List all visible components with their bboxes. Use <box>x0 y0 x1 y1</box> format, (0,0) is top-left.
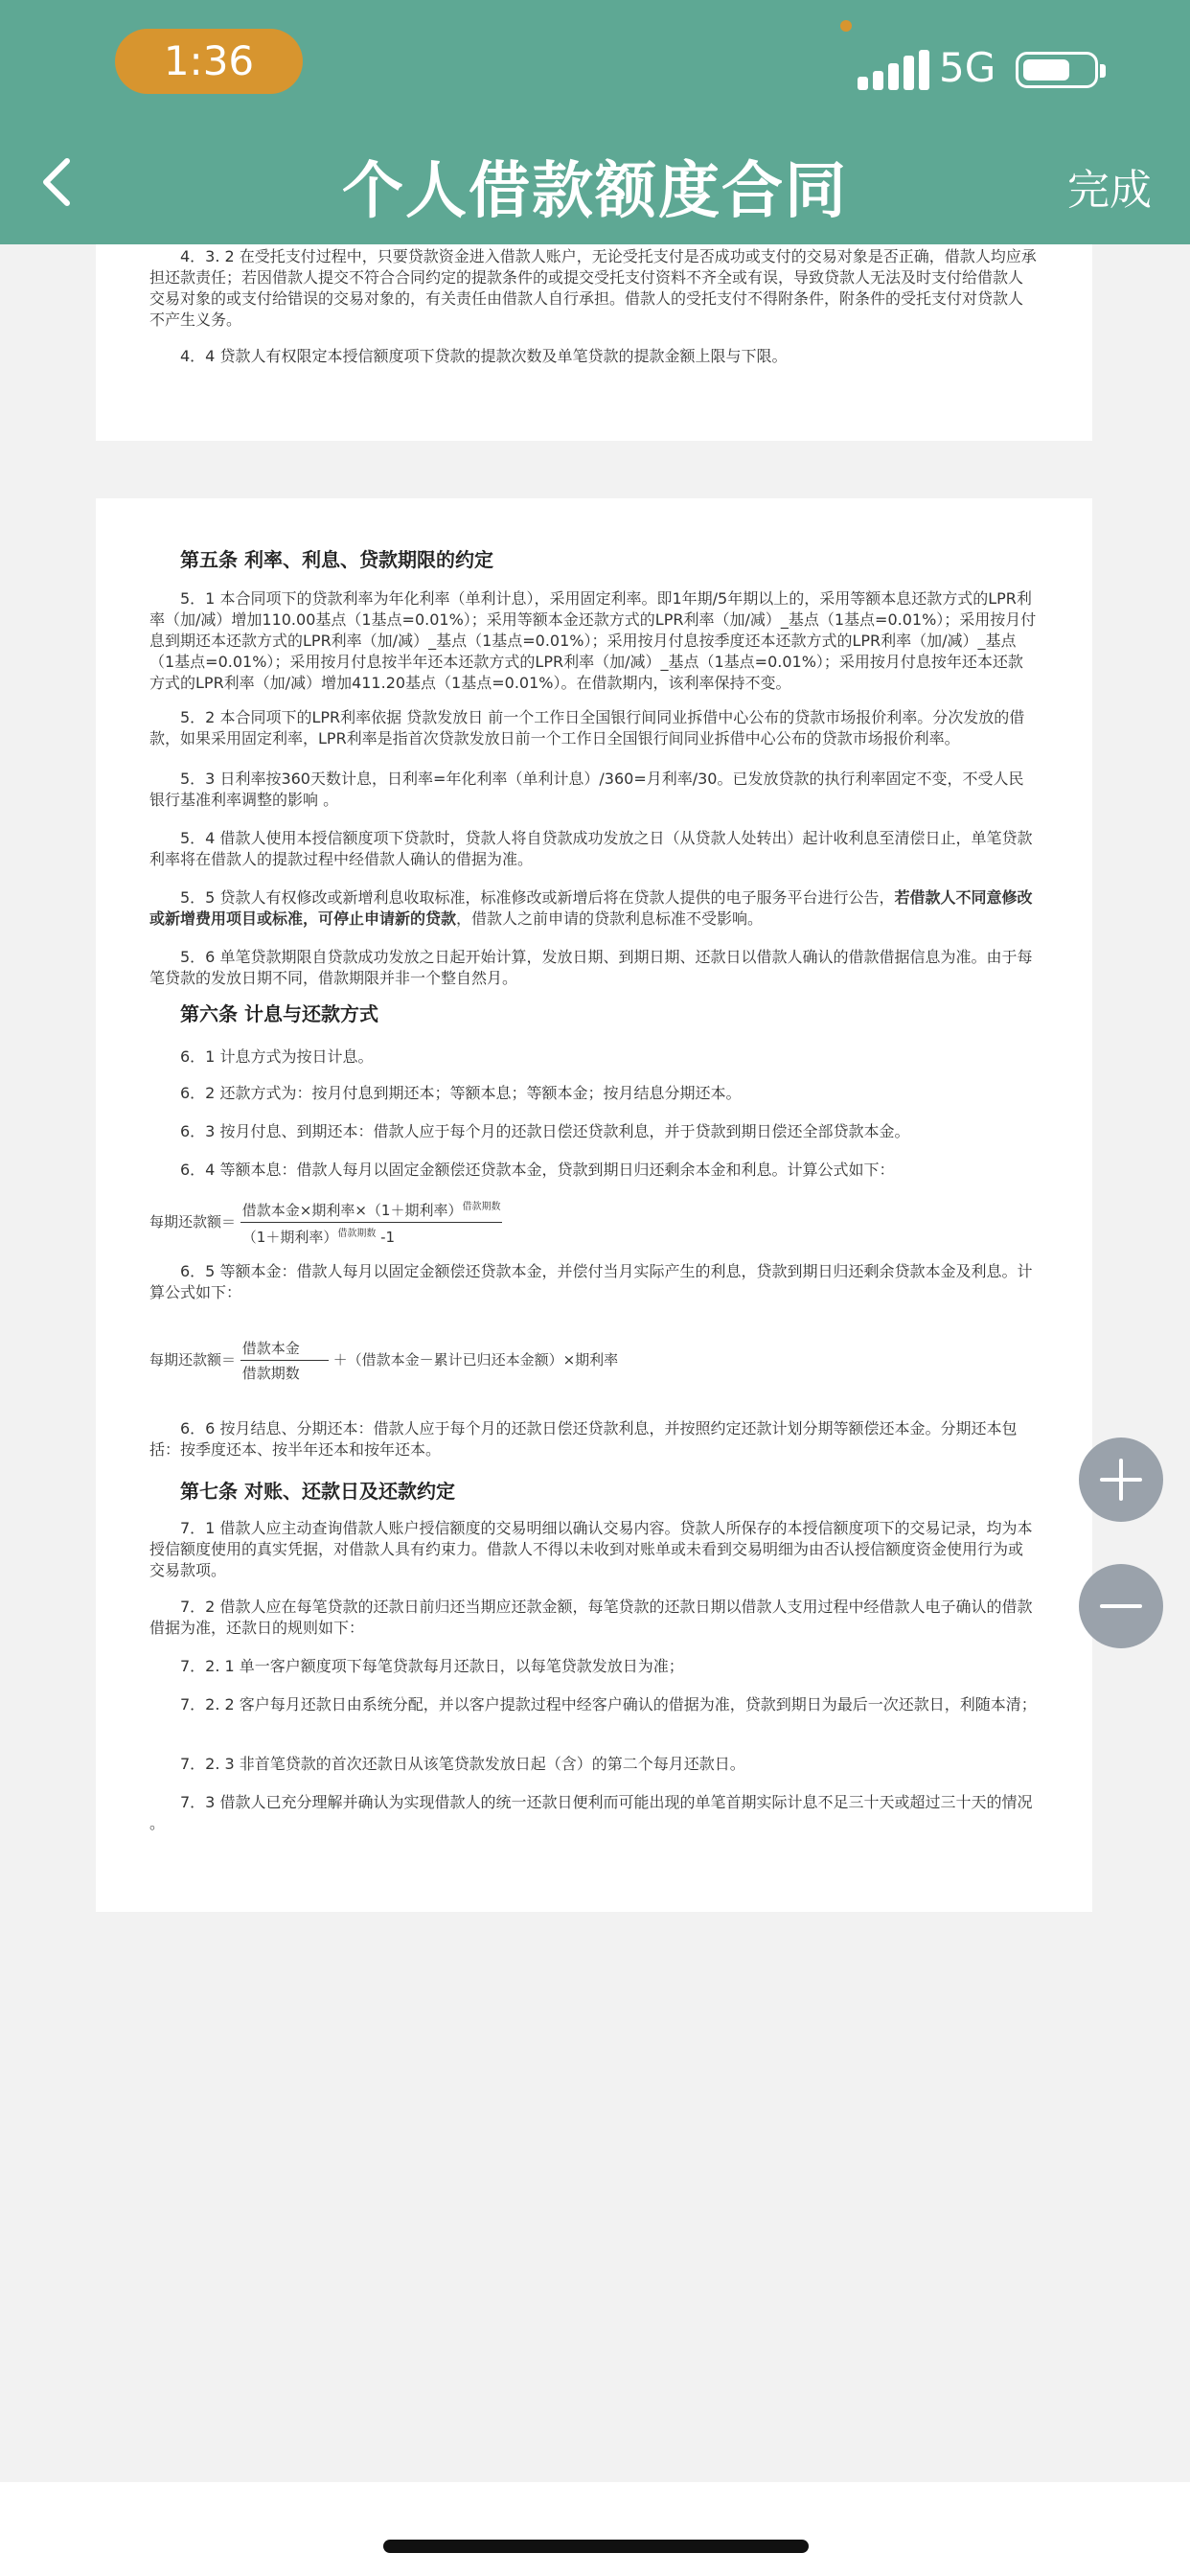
clause-4-4: 4．4 贷款人有权限定本授信额度项下贷款的提款次数及单笔贷款的提款金额上限与下限。 <box>180 347 788 365</box>
section-heading: 第六条 计息与还款方式 <box>180 1002 378 1025</box>
formula-equal-principal <box>149 1338 618 1383</box>
zoom-out-button[interactable] <box>1079 1564 1163 1648</box>
formula-numerator: 借款本金 <box>240 1338 329 1361</box>
clause-6-5: 6．5 等额本金：借款人每月以固定金额偿还贷款本金，并偿付当月实际产生的利息，贷款到期日归还剩余贷款本金及利息。计算公式如下： <box>149 1262 1033 1301</box>
formula-fraction <box>240 1198 503 1247</box>
formula-exponent: 借款期数 <box>337 1229 377 1239</box>
network-label: 5G <box>939 44 996 91</box>
clause-5-1: 5．1 本合同项下的贷款利率为年化利率（单利计息），采用固定利率。即1年期/5年期以上的，采用等额本息还款方式的LPR利率（加/减）增加110.00基点（1基点=0.01%）；采用等额本金还款方式的LPR利率（加/减）_基点（1基点=0.01%）；采用按月付息到期还本还款方式的LPR利率（加/减）_基点（1基点=0.01%）；采用按月付息按季度还本还款方式的LPR利率（加/减）_基点（1基点=0.01%）；采用按月付息按半年还本还款方式的LPR利率（加/减）_基点（1基点=0.01%）；采用按月付息按年还本还款方式的LPR利率（加/减）增加411.20基点（1基点=0.01%）。在借款期内，该利率保持不变。 <box>149 589 1037 692</box>
bottom-safe-area <box>0 2482 1190 2576</box>
clause-7-2-3: 7．2. 3 非首笔贷款的首次还款日从该笔贷款发放日起（含）的第二个每月还款日。 <box>180 1755 745 1773</box>
clause-5-4: 5．4 借款人使用本授信额度项下贷款时，贷款人将自贷款成功发放之日（从贷款人处转出）起计收利息至清偿日止，单笔贷款利率将在借款人的提款过程中经借款人确认的借据为准。 <box>149 829 1033 868</box>
nav-bar <box>0 0 1190 244</box>
zoom-in-button[interactable] <box>1079 1438 1163 1522</box>
mic-indicator-icon <box>840 20 852 32</box>
clause-bold-text: 若借款人不同意修改或新增费用项目或标准，可停止申请新的贷款 <box>149 888 1033 928</box>
clause-6-6: 6．6 按月结息、分期还本：借款人应于每个月的还款日偿还贷款利息，并按照约定还款计划分期等额偿还本金。分期还本包括：按季度还本、按半年还本和按年还本。 <box>149 1419 1018 1459</box>
formula-exponent: 借款期数 <box>462 1202 501 1212</box>
formula-tail: -1 <box>380 1229 396 1246</box>
clause-5-5 <box>149 887 1037 930</box>
formula-label: 每期还款额＝ <box>149 1351 237 1368</box>
page-title: 个人借款额度合同 <box>342 156 848 227</box>
clause-4-3-2: 4．3. 2 在受托支付过程中，只要贷款资金进入借款人账户，无论受托支付是否成功或支付的交易对象是否正确，借款人均应承担还款责任；若因借款人提交不符合合同约定的提款条件的或提交受托支付资料不齐全或有误，导致贷款人无法及时支付给借款人交易对象的或支付给错误的交易对象的，有关责任由借款人自行承担。借款人的受托支付不得附条件，附条件的受托支付对贷款人不产生义务。 <box>149 247 1037 329</box>
document-page <box>96 244 1092 441</box>
formula-numerator: 借款本金×期利率×（1＋期利率） <box>241 1202 463 1219</box>
clause-5-3: 5．3 日利率按360天数计息，日利率=年化利率（单利计息）/360=月利率/30。已发放贷款的执行利率固定不变，不受人民银行基准利率调整的影响 。 <box>149 770 1024 809</box>
formula-label: 每期还款额＝ <box>149 1213 237 1230</box>
clause-7-2-2: 7．2. 2 客户每月还款日由系统分配，并以客户提款过程中经客户确认的借据为准，贷款到期日为最后一次还款日，利随本清； <box>180 1695 1037 1714</box>
status-time: 1:36 <box>115 29 303 94</box>
clause-text: 5．5 贷款人有权修改或新增利息收取标准，标准修改或新增后将在贷款人提供的电子服务平台进行公告， <box>180 888 895 907</box>
clause-7-1: 7．1 借款人应主动查询借款人账户授信额度的交易明细以确认交易内容。贷款人所保存的本授信额度项下的交易记录，均为本授信额度使用的真实凭据，对借款人具有约束力。借款人不得以未收到对账单或未看到交易明细为由否认授信额度资金使用行为或交易款项。 <box>149 1519 1033 1579</box>
formula-denominator: （1＋期利率） <box>241 1229 338 1246</box>
formula-tail: ＋（借款本金－累计已归还本金额）×期利率 <box>332 1351 619 1368</box>
clause-6-3: 6．3 按月付息、到期还本：借款人应于每个月的还款日偿还贷款利息，并于贷款到期日偿还全部贷款本金。 <box>180 1122 910 1140</box>
formula-fraction <box>240 1338 329 1383</box>
clause-text: ，借款人之前申请的贷款利息标准不受影响。 <box>456 909 764 928</box>
home-indicator[interactable] <box>383 2540 809 2553</box>
clause-5-6: 5．6 单笔贷款期限自贷款成功发放之日起开始计算，发放日期、到期日期、还款日以借款人确认的借款借据信息为准。由于每笔贷款的发放日期不同，借款期限并非一个整自然月。 <box>149 948 1033 987</box>
document-page <box>96 498 1092 1912</box>
section-heading: 第七条 对账、还款日及还款约定 <box>180 1480 455 1503</box>
formula-denominator: 借款期数 <box>241 1365 300 1382</box>
battery-icon <box>1016 52 1098 88</box>
clause-6-2: 6．2 还款方式为：按月付息到期还本；等额本息；等额本金；按月结息分期还本。 <box>180 1084 742 1102</box>
formula-equal-installment <box>149 1198 502 1247</box>
clause-6-4: 6．4 等额本息：借款人每月以固定金额偿还贷款本金，贷款到期日归还剩余本金和利息。计算公式如下： <box>180 1161 895 1179</box>
clause-7-3: 7．3 借款人已充分理解并确认为实现借款人的统一还款日便利而可能出现的单笔首期实际计息不足三十天或超过三十天的情况 。 <box>149 1793 1033 1832</box>
done-button[interactable]: 完成 <box>1067 166 1152 215</box>
clause-7-2: 7．2 借款人应在每笔贷款的还款日前归还当期应还款金额，每笔贷款的还款日期以借款人支用过程中经借款人电子确认的借款借据为准，还款日的规则如下： <box>149 1598 1033 1637</box>
clause-7-2-1: 7．2. 1 单一客户额度项下每笔贷款每月还款日，以每笔贷款发放日为准； <box>180 1657 684 1675</box>
clause-6-1: 6．1 计息方式为按日计息。 <box>180 1047 374 1066</box>
clause-5-2: 5．2 本合同项下的LPR利率依据 贷款发放日 前一个工作日全国银行间同业拆借中心公布的贷款市场报价利率。分次发放的借款，如果采用固定利率，LPR利率是指首次贷款发放日前一个工作日全国银行间同业拆借中心公布的贷款市场报价利率。 <box>149 708 1025 748</box>
section-heading: 第五条 利率、利息、贷款期限的约定 <box>180 548 493 571</box>
